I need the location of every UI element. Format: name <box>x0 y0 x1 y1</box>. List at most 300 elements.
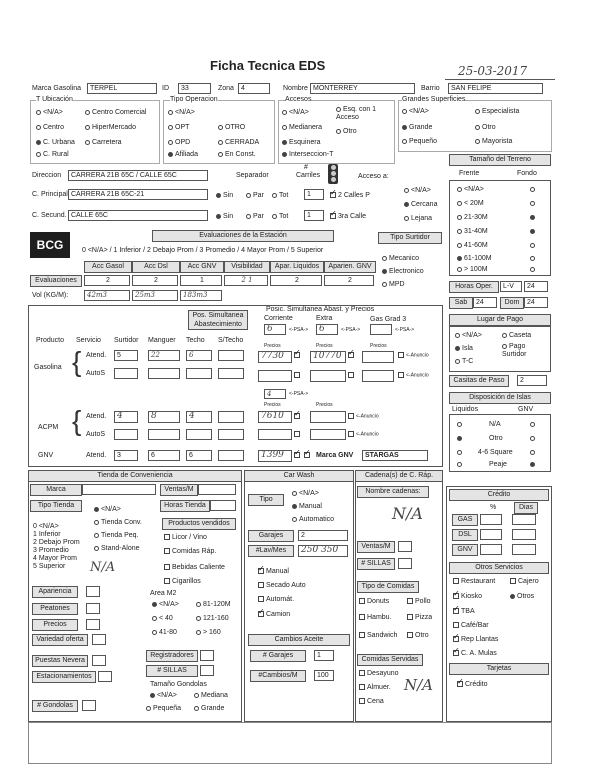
serv-almuer[interactable]: Almuer. <box>359 684 391 691</box>
terreno-frente-21-30[interactable]: 21-30M <box>457 214 488 221</box>
operacion-title: Tipo Operacion <box>170 96 218 103</box>
eval-col-acc-gnv: Acc GNV <box>180 261 224 273</box>
ubicacion-opt-c-rural[interactable]: C. Rural <box>36 151 69 158</box>
gasolina-autos-stecho[interactable] <box>218 368 244 379</box>
acpm-precio-label-2: Precios <box>316 402 333 408</box>
posic-simultanea-precios-title: Posic. Simultanea Abast. y Precios <box>266 306 375 313</box>
terreno-fondo-31-40[interactable] <box>530 228 537 235</box>
gnv-marca-check[interactable] <box>304 452 312 459</box>
servicio-restaurant[interactable]: Restaurant <box>453 578 495 585</box>
cambios-aceite-title: Cambios Aceite <box>248 634 350 646</box>
tienda-title: Tienda de Conveniencia <box>28 470 242 482</box>
ubicacion-title: T Ubicación <box>36 96 73 103</box>
col-manguer: Manguer <box>148 337 176 344</box>
pago-opt-caseta[interactable]: Caseta <box>502 332 531 339</box>
tienda-tipo-na[interactable]: <N/A> <box>94 506 121 513</box>
eval-acc-gnv[interactable]: 1 <box>180 275 222 286</box>
area-opt-81-120[interactable]: 81-120M <box>196 601 231 608</box>
marca-gnv-label: Marca GNV <box>316 452 354 459</box>
tarjeta-credito[interactable]: ✓Crédito <box>457 681 488 688</box>
carwash-opt-automatico[interactable]: Automatico <box>292 516 334 523</box>
aceite-garajes-field[interactable]: 1 <box>314 650 334 661</box>
gondolas-opt-pequena[interactable]: Pequeña <box>146 705 181 712</box>
islas-liquidos-label: Liquidos <box>452 406 479 413</box>
eval-aparien-gnv[interactable]: 2 <box>324 275 374 286</box>
gas-grad3-label: Gas Grad 3 <box>370 316 407 323</box>
gnv-techo[interactable]: 6 <box>186 450 212 461</box>
prod-cigarillos[interactable]: Cigarillos <box>164 578 201 585</box>
area-opt-121-160[interactable]: 121-160 <box>196 615 229 622</box>
terreno-fondo-61-100[interactable] <box>530 255 537 262</box>
pos-simultanea-title: Pos. Simultanea Abastecimiento <box>188 310 248 330</box>
c-principal-label: C. Principal <box>32 191 68 198</box>
acpm-precio-2[interactable] <box>310 411 346 423</box>
tienda-tipo-stand[interactable]: Stand-Alone <box>94 545 140 552</box>
acpm-atend-manguer[interactable]: 8 <box>148 411 180 423</box>
casetas-paso-label: Casitas de Paso <box>449 375 509 387</box>
pago-opt-na[interactable]: <N/A> <box>455 332 482 339</box>
gasolina-autos-techo[interactable] <box>186 368 212 379</box>
comida-sandwich[interactable]: Sandwich <box>359 632 397 639</box>
acpm-atend-label: Atend. <box>86 413 107 420</box>
cp-tot[interactable]: Tot <box>272 192 288 199</box>
gasolina-precio-label-3: Precios <box>370 343 387 349</box>
acpm-atend-techo[interactable]: 4 <box>186 411 212 423</box>
otros-servicios-title: Otros Servicios <box>449 562 549 574</box>
carwash-lav-field[interactable]: 250 350 <box>298 545 348 557</box>
tienda-ventas-field[interactable] <box>198 484 236 495</box>
gasolina-autos-manguer[interactable] <box>148 368 180 379</box>
marca-gnv-field[interactable]: STARGAS <box>362 450 428 461</box>
islas-liq-peaje[interactable] <box>457 461 464 468</box>
col-producto: Producto <box>36 337 65 344</box>
carwash-garajes-label: Garajes <box>248 530 294 542</box>
superficies-opt-grande[interactable]: Grande <box>402 124 432 131</box>
cadenas-ventas-label: Ventas/M <box>357 541 395 553</box>
estacionamientos-label: Estacionamientos <box>32 671 96 683</box>
operacion-opt-en-const[interactable]: En Const. <box>218 151 256 158</box>
horas-sab-field[interactable]: 24 <box>473 297 497 308</box>
marca-field[interactable]: TERPEL <box>87 83 157 94</box>
surtidor-opt-electronico[interactable]: Electronico <box>382 268 424 275</box>
tipo-surtidor-title: Tipo Surtidor <box>378 232 442 244</box>
credito-gnv-dias[interactable] <box>512 544 536 555</box>
gondolas-opt-mediana[interactable]: Mediana <box>194 692 228 699</box>
acpm-autos-precio-1[interactable] <box>258 429 292 440</box>
operacion-opt-opd[interactable]: OPD <box>168 139 190 146</box>
eval-col-apar-liquidos: Apar. Liquidos <box>270 261 324 273</box>
tienda-tipo-conv[interactable]: Tienda Conv. <box>94 519 142 526</box>
tienda-scale-4: 4 Mayor Prom <box>33 555 77 562</box>
col-surtidor: Surtidor <box>114 337 139 344</box>
acpm-autos-check[interactable] <box>294 431 302 438</box>
acpm-anuncio-1[interactable]: <-Anuncio <box>348 413 379 419</box>
tienda-horas-field[interactable] <box>210 500 236 511</box>
terreno-frente-41-60[interactable]: 41-60M <box>457 242 488 249</box>
gasolina-autos-label: AutoS <box>86 370 106 377</box>
surtidor-opt-mpd[interactable]: MPD <box>382 281 405 288</box>
islas-opt-otro: Otro <box>489 435 503 442</box>
horas-lv-label: L-V <box>500 281 522 292</box>
terreno-fondo-lt20[interactable] <box>530 200 537 207</box>
barrio-field[interactable]: SAN FELIPE <box>448 83 543 94</box>
terreno-fondo-41-60[interactable] <box>530 242 537 249</box>
gondolas-field[interactable] <box>82 700 96 711</box>
tienda-apariencia-label: Apariencia <box>32 586 78 598</box>
horas-dom-field[interactable]: 24 <box>524 297 548 308</box>
eval-col-acc-gasol: Acc Gasol <box>84 261 132 273</box>
servicio-otros[interactable]: Otros <box>510 593 534 600</box>
terreno-frente-label: Frente <box>459 170 480 177</box>
acpm-precio-1-check[interactable] <box>294 413 302 420</box>
page-title: Ficha Tecnica EDS <box>210 58 326 73</box>
cp-par[interactable]: Par <box>246 192 264 199</box>
carwash-check-camion[interactable]: ✓Camion <box>258 611 290 618</box>
islas-gnv-otro[interactable] <box>530 435 537 442</box>
tienda-scale-1: 1 Inferior <box>33 531 61 538</box>
c-secund-field[interactable]: CALLE 65C <box>68 210 208 221</box>
tienda-ventas-label: Ventas/M <box>160 484 198 496</box>
cadenas-nombre-label: Nombre cadenas: <box>357 486 429 498</box>
operacion-opt-otro[interactable]: OTRO <box>218 124 245 131</box>
horas-sab-label: Sab <box>449 297 473 309</box>
zona-label: Zona <box>218 85 234 92</box>
carwash-check-secado[interactable]: Secado Auto <box>258 582 306 589</box>
cadenas-sillas-field[interactable] <box>398 558 412 569</box>
tienda-precios-field[interactable] <box>86 619 100 630</box>
aceite-cambios-label: #Cambios/M <box>250 670 306 682</box>
vol-gasol[interactable]: 42m3 <box>84 290 130 301</box>
eval-col-visibilidad: Visibilidad <box>224 261 270 273</box>
corriente-label: Corriente <box>264 315 293 322</box>
terreno-fondo-gt100[interactable] <box>530 266 537 273</box>
accesos-opt-esquinera[interactable]: Esquinera <box>282 139 321 146</box>
gasolina-brace: { <box>72 346 82 377</box>
serv-desayuno[interactable]: Desayuno <box>359 670 399 677</box>
eval-acc-dsl[interactable]: 2 <box>132 275 178 286</box>
vol-gnv[interactable]: 183m3 <box>180 290 222 301</box>
horas-lv-field[interactable]: 24 <box>524 281 548 292</box>
nombre-label: Nombre <box>283 85 308 92</box>
operacion-opt-cerrada[interactable]: CERRADA <box>218 139 259 146</box>
cs-carriles-field[interactable]: 1 <box>304 210 324 221</box>
terreno-frente-gt100[interactable]: > 100M <box>457 266 488 273</box>
credito-dsl-label: DSL <box>452 529 478 541</box>
cadenas-serv-na-handwritten: N/A <box>404 676 434 694</box>
superficies-opt-especialista[interactable]: Especialista <box>475 108 519 115</box>
eval-apar-liquidos[interactable]: 2 <box>270 275 322 286</box>
marca-label: Marca Gasolina <box>32 85 82 92</box>
area-opt-lt40[interactable]: < 40 <box>152 615 173 622</box>
terreno-frente-na[interactable]: <N/A> <box>457 186 484 193</box>
cs-tot[interactable]: Tot <box>272 213 288 220</box>
bcg-logo: BCG <box>30 232 70 258</box>
acpm-autos-surtidor[interactable] <box>114 429 138 440</box>
accesos-opt-otro[interactable]: Otro <box>336 128 357 135</box>
lugar-pago-title: Lugar de Pago <box>449 314 551 326</box>
aceite-cambios-field[interactable]: 100 <box>314 670 334 681</box>
area-opt-na[interactable]: <N/A> <box>152 601 179 608</box>
gondolas-opt-na[interactable]: <N/A> <box>150 692 177 699</box>
accesos-opt-na[interactable]: <N/A> <box>282 109 309 116</box>
grad3-psa-field[interactable] <box>370 324 392 335</box>
cp-sin[interactable]: Sin <box>216 192 233 199</box>
servicio-cafe-bar[interactable]: Café/Bar <box>453 622 489 629</box>
cs-3ra-calle[interactable]: ✓ 3ra Calle <box>330 213 366 220</box>
islas-gnv-label: GNV <box>518 406 534 413</box>
gasolina-autos-check-1[interactable] <box>294 372 302 379</box>
credito-pct-label: % <box>490 504 497 511</box>
credito-gnv-label: GNV <box>452 544 478 556</box>
estacionamientos-field[interactable] <box>98 671 112 682</box>
acpm-autos-manguer[interactable] <box>148 429 180 440</box>
grad3-psa-label: <-PSA-> <box>395 327 415 333</box>
acceso-a-label: Acceso a: <box>358 173 389 180</box>
acceso-opt-na[interactable]: <N/A> <box>404 187 431 194</box>
terreno-frente-lt20[interactable]: < 20M <box>457 200 484 207</box>
islas-title: Disposición de Islas <box>449 392 551 404</box>
terreno-fondo-na[interactable] <box>530 186 537 193</box>
tienda-apariencia-field[interactable] <box>86 586 100 597</box>
acceso-opt-cercana[interactable]: Cercana <box>404 201 437 208</box>
tarjetas-title: Tarjetas <box>449 663 549 675</box>
ubicacion-opt-c-urbana[interactable]: C. Urbana <box>36 139 75 146</box>
credito-dsl-dias[interactable] <box>512 529 536 540</box>
islas-liq-na[interactable] <box>457 421 464 428</box>
gasolina-autos-precio-3[interactable] <box>362 370 394 382</box>
cadenas-ventas-field[interactable] <box>398 541 412 552</box>
servicio-rep-llantas[interactable]: ✓Rep Llantas <box>453 636 498 643</box>
tienda-tipo-peq[interactable]: Tienda Peq. <box>94 532 139 539</box>
prod-comidas[interactable]: Comidas Ráp. <box>164 548 216 555</box>
c-secund-label: C. Secund. <box>32 212 67 219</box>
gasolina-autos-precio-2[interactable] <box>310 370 346 382</box>
servicio-kiosko[interactable]: ✓Kiosko <box>453 593 482 600</box>
direccion-label: Direccion <box>32 172 62 179</box>
acpm-autos-techo[interactable] <box>186 429 212 440</box>
corriente-psa-label: <-PSA-> <box>289 327 309 333</box>
zona-field[interactable]: 4 <box>238 83 270 94</box>
tienda-marca-label: Marca <box>30 484 82 496</box>
cadenas-na-handwritten: N/A <box>392 504 423 523</box>
acceso-opt-lejana[interactable]: Lejana <box>404 215 432 222</box>
ubicacion-opt-hipermercado[interactable]: HiperMercado <box>85 124 136 131</box>
gasolina-precio-extra[interactable]: 10770 <box>310 351 346 363</box>
gnv-precio-check[interactable] <box>294 452 302 459</box>
gnv-label: GNV <box>38 452 54 459</box>
gnv-surtidor[interactable]: 3 <box>114 450 138 461</box>
ubicacion-opt-centro[interactable]: Centro <box>36 124 64 131</box>
tienda-scale-3: 3 Promedio <box>33 547 69 554</box>
extra-psa-field[interactable]: 6 <box>316 324 338 335</box>
gnv-manguer[interactable]: 6 <box>148 450 180 461</box>
comida-pizza[interactable]: Pizza <box>407 614 432 621</box>
superficies-opt-pequeno[interactable]: Pequeño <box>402 138 437 145</box>
extra-label: Extra <box>316 315 333 322</box>
evaluaciones-row-label: Evaluaciones <box>30 275 82 287</box>
extra-psa-label: <-PSA-> <box>341 327 361 333</box>
acpm-autos-label: AutoS <box>86 431 106 438</box>
comida-otro[interactable]: Otro <box>407 632 429 639</box>
vol-dsl[interactable]: 25m3 <box>132 290 178 301</box>
acpm-autos-precio-2[interactable] <box>310 429 346 440</box>
surtidor-opt-mecanico[interactable]: Mecanico <box>382 255 419 262</box>
casetas-paso-field[interactable]: 2 <box>517 375 547 386</box>
accesos-title: Accesos <box>285 96 312 103</box>
carwash-tipo-label: Tipo <box>248 494 284 506</box>
horas-dom-label: Dom <box>500 297 524 309</box>
operacion-opt-opt[interactable]: OPT <box>168 124 189 131</box>
acpm-precio-1[interactable]: 7610 <box>258 411 292 423</box>
gasolina-autos-surtidor[interactable] <box>114 368 138 379</box>
area-opt-gt160[interactable]: > 160 <box>196 629 221 636</box>
tienda-tipo-label: Tipo Tienda <box>30 500 82 512</box>
islas-gnv-peaje[interactable] <box>530 461 537 468</box>
direccion-field[interactable]: CARRERA 21B 65C / CALLE 65C <box>68 170 208 181</box>
horas-oper-label: Horas Oper. <box>449 281 499 293</box>
puestas-nevera-field[interactable] <box>92 655 106 666</box>
separador-label: Separador <box>236 172 269 179</box>
superficies-opt-otro[interactable]: Otro <box>475 124 496 131</box>
id-field[interactable]: 33 <box>178 83 211 94</box>
productos-vendidos-title: Productos vendidos <box>162 518 236 530</box>
col-stecho: S/Techo <box>218 337 244 344</box>
gasolina-atend-surtidor[interactable]: 5 <box>114 350 138 361</box>
pago-opt-pago-surtidor[interactable]: Pago Surtidor <box>502 343 527 358</box>
acpm-precio-label-1: Precios <box>264 402 281 408</box>
eval-acc-gasol[interactable]: 2 <box>84 275 130 286</box>
ubicacion-opt-carretera[interactable]: Carretera <box>85 139 122 146</box>
area-opt-41-80[interactable]: 41-80 <box>152 629 177 636</box>
tipo-comidas-title: Tipo de Comidas <box>357 581 419 593</box>
islas-gnv-na[interactable] <box>530 421 537 428</box>
islas-opt-46: 4-6 Square <box>478 449 513 456</box>
islas-gnv-46[interactable] <box>530 449 537 456</box>
comida-donuts[interactable]: Donuts <box>359 598 389 605</box>
c-principal-field[interactable]: CARRERA 21B 65C-21 <box>68 189 208 200</box>
nombre-field[interactable]: MONTERREY <box>310 83 415 94</box>
gasolina-autos-check-2[interactable] <box>348 372 356 379</box>
operacion-opt-afiliada[interactable]: Afiliada <box>168 151 198 158</box>
credito-dias-label: Dias <box>514 502 538 514</box>
carwash-opt-na[interactable]: <N/A> <box>292 490 319 497</box>
pago-opt-isla[interactable]: Isla <box>455 345 473 352</box>
islas-liq-46[interactable] <box>457 449 464 456</box>
comidas-servidas-title: Comidas Servidas <box>357 654 423 666</box>
carwash-garajes-field[interactable]: 2 <box>298 530 348 541</box>
tienda-variedad-label: Variedad oferta <box>32 634 88 646</box>
id-label: ID <box>162 85 169 92</box>
acpm-psa-field[interactable]: 4 <box>264 389 286 399</box>
col-techo: Techo <box>186 337 205 344</box>
gnv-stecho[interactable] <box>218 450 244 461</box>
serv-cena[interactable]: Cena <box>359 698 384 705</box>
eval-visibilidad[interactable]: 2 1 <box>224 275 268 286</box>
tienda-scale-0: 0 <N/A> <box>33 523 59 530</box>
servicio-ca-mulas[interactable]: ✓C. A. Mulas <box>453 650 497 657</box>
ubicacion-opt-centro-comercial[interactable]: Centro Comercial <box>85 109 146 116</box>
credito-gas-pct[interactable] <box>480 514 502 525</box>
terreno-fondo-label: Fondo <box>517 170 537 177</box>
pago-opt-tc[interactable]: T-C <box>455 358 473 365</box>
terreno-fondo-21-30[interactable] <box>530 214 537 221</box>
tienda-marca-field[interactable] <box>82 484 156 495</box>
gasolina-precio-corriente-check[interactable] <box>294 352 302 359</box>
gasolina-atend-techo[interactable]: 6 <box>186 350 212 361</box>
carwash-opt-manual[interactable]: Manual <box>292 503 322 510</box>
cp-2-calles[interactable]: ✓ 2 Calles P <box>330 192 370 199</box>
acpm-autos-stecho[interactable] <box>218 429 244 440</box>
superficies-opt-na[interactable]: <N/A> <box>402 108 429 115</box>
gasolina-anuncio-1[interactable]: <-Anuncio <box>398 352 429 358</box>
acpm-atend-stecho[interactable] <box>218 411 244 423</box>
cadenas-sillas-label: # SILLAS <box>357 558 395 570</box>
comida-pollo[interactable]: Pollo <box>407 598 431 605</box>
gnv-precio[interactable]: 1399 <box>258 450 292 462</box>
carwash-check-automat[interactable]: Automát. <box>258 596 294 603</box>
gasolina-atend-manguer[interactable]: 22 <box>148 350 180 361</box>
notes-area[interactable] <box>28 722 552 764</box>
gasolina-atend-stecho[interactable] <box>218 350 244 361</box>
cs-sin[interactable]: Sin <box>216 213 233 220</box>
registradores-field[interactable] <box>200 650 214 661</box>
accesos-opt-medianera[interactable]: Medianera <box>282 124 322 131</box>
acpm-anuncio-2[interactable]: <-Anuncio <box>348 431 379 437</box>
carwash-check-manual[interactable]: ✓Manual <box>258 568 289 575</box>
accesos-opt-esq-1-acceso[interactable]: Esq. con 1 Acceso <box>336 106 377 121</box>
terreno-frente-61-100[interactable]: 61-100M <box>457 255 492 262</box>
gasolina-precio-grad3[interactable] <box>362 351 394 363</box>
operacion-opt-na[interactable]: <N/A> <box>168 109 195 116</box>
aceite-garajes-label: # Garajes <box>250 650 306 662</box>
col-servicio: Servicio <box>76 337 101 344</box>
terreno-frente-31-40[interactable]: 31-40M <box>457 228 488 235</box>
gasolina-precio-extra-check[interactable] <box>348 352 356 359</box>
prod-bebidas[interactable]: Bebidas Caliente <box>164 564 225 571</box>
gasolina-atend-label: Atend. <box>86 352 107 359</box>
area-m2-label: Area M2 <box>150 590 177 597</box>
prod-licor[interactable]: Licor / Vino <box>164 534 207 541</box>
gondolas-opt-grande[interactable]: Grande <box>194 705 224 712</box>
gasolina-label: Gasolina <box>34 364 62 371</box>
accesos-opt-interseccion-t[interactable]: Interseccion-T <box>282 151 333 158</box>
gasolina-autos-precio-1[interactable] <box>258 370 292 382</box>
credito-gas-dias[interactable] <box>512 514 536 525</box>
superficies-opt-mayorista[interactable]: Mayorista <box>475 138 512 145</box>
islas-liq-otro[interactable] <box>457 435 464 442</box>
cs-par[interactable]: Par <box>246 213 264 220</box>
servicio-cajero[interactable]: Cajero <box>510 578 539 585</box>
comida-hambu[interactable]: Hambu. <box>359 614 392 621</box>
eval-col-acc-dsl: Acc Dsl <box>132 261 180 273</box>
tienda-variedad-field[interactable] <box>92 634 106 645</box>
credito-dsl-pct[interactable] <box>480 529 502 540</box>
carriles-label: # Carriles <box>296 164 321 179</box>
gasolina-precio-corriente[interactable]: 7730 <box>258 351 292 363</box>
barrio-label: Barrio <box>421 85 440 92</box>
acpm-atend-surtidor[interactable]: 4 <box>114 411 138 423</box>
ubicacion-opt-na[interactable]: <N/A> <box>36 109 63 116</box>
servicio-tba[interactable]: ✓TBA <box>453 608 475 615</box>
credito-gnv-pct[interactable] <box>480 544 502 555</box>
corriente-psa-field[interactable]: 6 <box>264 324 286 335</box>
eval-col-aparien-gnv: Aparien. GNV <box>324 261 376 273</box>
tienda-peatones-field[interactable] <box>86 603 100 614</box>
tienda-sillas-field[interactable] <box>200 665 214 676</box>
evaluaciones-scale: 0 <N/A> / 1 Inferior / 2 Debajo Prom / 3 Promedio / 4 Mayor Prom / 5 Superior <box>82 247 324 254</box>
cp-carriles-field[interactable]: 1 <box>304 189 324 200</box>
gasolina-anuncio-2[interactable]: <-Anuncio <box>398 372 429 378</box>
